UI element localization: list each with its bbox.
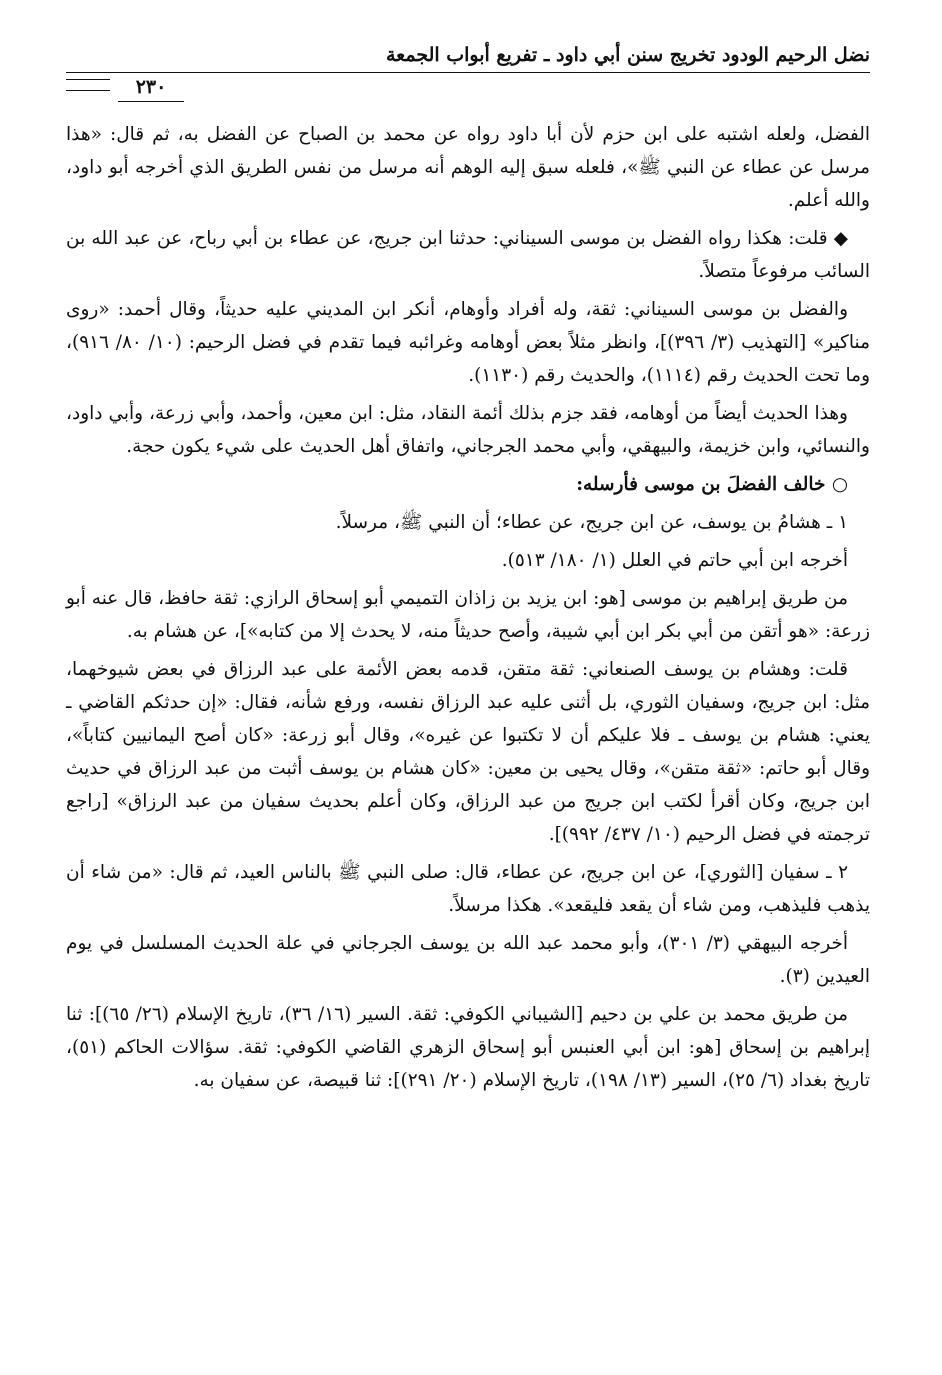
header-rule [66, 72, 870, 73]
page-body [66, 118, 870, 1097]
paragraph: والفضل بن موسى السيناني: ثقة، وله أفراد وأوهام، أنكر ابن المديني عليه حديثاً، وقال أحمد: «روى مناكير» [التهذيب (٣/ ٣٩٦)]، وانظر مثلاً بعض أوهامه وغرائبه فيما تقدم في فضل الرحيم: (١٠/ ٨٠/ ٩١٦)، وما تحت الحديث رقم (١١١٤)، والحديث رقم (١١٣٠). [66, 299, 870, 386]
paragraph: ١ ـ هشامُ بن يوسف، عن ابن جريج، عن عطاء؛ أن النبي ﷺ، مرسلاً. [335, 512, 848, 533]
page-header [66, 44, 870, 104]
paragraph: قلت: وهشام بن يوسف الصنعاني: ثقة متقن، قدمه بعض الأئمة على عبد الرزاق في بعض شيوخهما، مثل: ابن جريج، وسفيان الثوري، بل أثنى عليه عبد الرزاق نفسه، ورفع شأنه، فقال: «إن حدثكم القاضي ـ يعني: هشام بن يوسف ـ فلا عليكم أن لا تكتبوا عن غيره»، وقال أبو زرعة: «كان أصح اليمانيين كتاباً»، وقال أبو حاتم: «ثقة متقن»، وقال يحيى بن معين: «كان هشام بن يوسف أثبت من عبد الرزاق في حديث ابن جريج، وكان أقرأ لكتب ابن جريج من عبد الرزاق، وكان أعلم بحديث سفيان من عبد الرزاق» [راجع ترجمته في فضل الرحيم (١٠/ ٤٣٧/ ٩٩٢)]. [66, 659, 871, 845]
section-heading: ○ خالف الفضلَ بن موسى فأرسله: [576, 474, 848, 495]
running-title: نضل الرحيم الودود تخريج سنن أبي داود ـ تفريع أبواب الجمعة [385, 44, 870, 66]
paragraph: من طريق محمد بن علي بن دحيم [الشيباني الكوفي: ثقة. السير (١٦/ ٣٦)، تاريخ الإسلام (٢٦/ ٦٥)]: ثنا إبراهيم بن إسحاق [هو: ابن أبي العنبس أبو إسحاق الزهري القاضي الكوفي: ثقة. سؤالات الحاكم (٥١)، تاريخ بغداد (٦/ ٢٥)، السير (١٣/ ١٩٨)، تاريخ الإسلام (٢٠/ ٢٩١)]: ثنا قبيصة، عن سفيان به. [66, 1004, 870, 1091]
header-ornament-lines [66, 79, 110, 91]
book-page [66, 44, 870, 1102]
page-number [118, 72, 184, 102]
paragraph: ◆ قلت: هكذا رواه الفضل بن موسى السيناني: حدثنا ابن جريج، عن عطاء بن أبي رباح، عن عبد الله بن السائب مرفوعاً متصلاً. [66, 228, 870, 282]
page-number-frame [118, 72, 184, 102]
paragraph: أخرجه ابن أبي حاتم في العلل (١/ ١٨٠/ ٥١٣). [501, 550, 848, 571]
paragraph: وهذا الحديث أيضاً من أوهامه، فقد جزم بذلك أئمة النقاد، مثل: ابن معين، وأحمد، وأبي زرعة، وأبي داود، والنسائي، وابن خزيمة، والبيهقي، وأبي محمد الجرجاني، واتفاق أهل الحديث على شيء يكون حجة. [66, 403, 870, 457]
paragraph: ٢ ـ سفيان [الثوري]، عن ابن جريج، عن عطاء، قال: صلى النبي ﷺ بالناس العيد، ثم قال: «من شاء أن يذهب فليذهب، ومن شاء أن يقعد فليقعد». هكذا مرسلاً. [66, 862, 870, 916]
page-number-text: ٢٣٠ [135, 76, 167, 98]
paragraph: من طريق إبراهيم بن موسى [هو: ابن يزيد بن زاذان التميمي أبو إسحاق الرازي: ثقة حافظ، قال عنه أبو زرعة: «هو أتقن من أبي بكر ابن أبي شيبة، وأصح حديثاً منه، لا يحدث إلا من كتابه»]، عن هشام به. [66, 588, 870, 642]
paragraph: أخرجه البيهقي (٣/ ٣٠١)، وأبو محمد عبد الله بن يوسف الجرجاني في علة الحديث المسلسل في يوم العيدين (٣). [66, 933, 870, 987]
paragraph: الفضل، ولعله اشتبه على ابن حزم لأن أبا داود رواه عن محمد بن الصباح عن الفضل به، ثم قال: «هذا مرسل عن عطاء عن النبي ﷺ»، فلعله سبق إليه الوهم أنه مرسل من نفس الطريق الذي أخرجه أبو داود، والله أعلم. [66, 124, 870, 211]
